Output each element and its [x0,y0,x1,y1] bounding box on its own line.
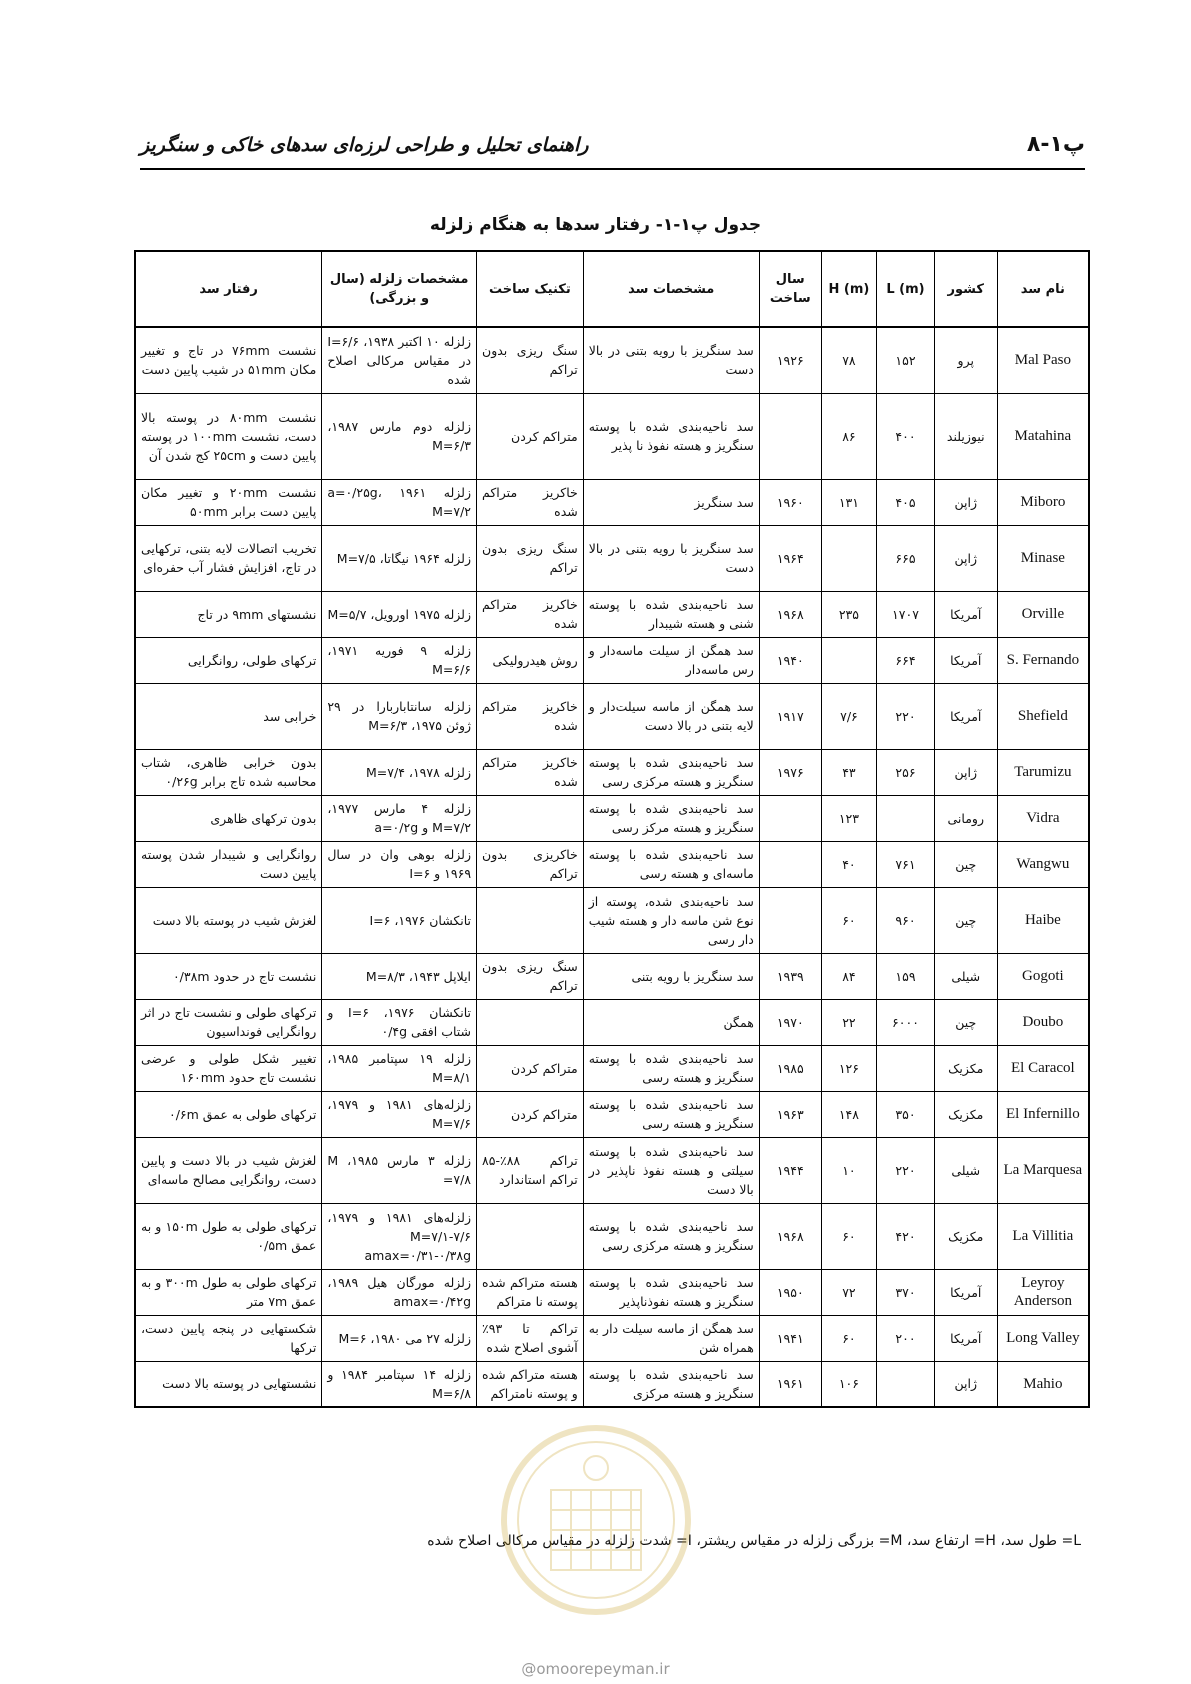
cell-country: چین [934,841,997,887]
col-header-quake: مشخصات زلزله (سال و بزرگی) [322,251,477,327]
cell-country: ژاپن [934,525,997,591]
cell-country: آمریکا [934,1315,997,1361]
table-row [135,637,1089,683]
cell-height: ۱۰ [821,1137,876,1203]
cell-dam-name: La Marquesa [997,1137,1089,1203]
cell-country: چین [934,999,997,1045]
cell-dam-name: Wangwu [997,841,1089,887]
cell-height: ۷/۶ [821,683,876,749]
cell-behavior: تغییر شکل طولی و عرضی نشست تاج حدود ۱۶۰mm [135,1045,322,1091]
table-row [135,393,1089,479]
cell-year: ۱۹۳۹ [759,953,821,999]
cell-height [821,525,876,591]
cell-dam-name: Haibe [997,887,1089,953]
cell-dam-name: Vidra [997,795,1089,841]
cell-technique: سنگ ریزی بدون تراکم [477,327,584,393]
cell-dam-name: Orville [997,591,1089,637]
cell-technique: متراکم کردن [477,1045,584,1091]
cell-length: ۶۶۵ [877,525,935,591]
cell-dam-name: Mal Paso [997,327,1089,393]
table-row [135,953,1089,999]
cell-year [759,887,821,953]
cell-dam-spec: سد سنگریز با رویه بتنی در بالا دست [583,327,759,393]
cell-length: ۳۷۰ [877,1269,935,1315]
cell-country: شیلی [934,953,997,999]
cell-behavior: نشست ۷۶mm در تاج و تغییر مکان ۵۱mm در شیب پایین دست [135,327,322,393]
cell-length [877,795,935,841]
cell-technique: هسته متراکم شده پوسته نا متراکم [477,1269,584,1315]
cell-height: ۶۰ [821,887,876,953]
table-row [135,327,1089,393]
cell-length: ۱۵۹ [877,953,935,999]
cell-country: نیوزیلند [934,393,997,479]
cell-dam-spec: سد ناحیه‌بندی شده با پوسته شنی و هسته شیبدار [583,591,759,637]
cell-dam-spec: سد ناحیه‌بندی شده با پوسته سنگریز و هسته رسی [583,1091,759,1137]
cell-year: ۱۹۸۵ [759,1045,821,1091]
cell-technique [477,795,584,841]
cell-technique: سنگ ریزی بدون تراکم [477,953,584,999]
cell-quake: زلزله بوهی وان در سال ۱۹۶۹ و I=۶ [322,841,477,887]
cell-technique: خاکریز متراکم شده [477,591,584,637]
cell-technique: تراکم تا ۹۳٪ آشوی اصلاح شده [477,1315,584,1361]
cell-quake: زلزله ۱۹۷۸، M=۷/۴ [322,749,477,795]
cell-height: ۱۲۳ [821,795,876,841]
table-row [135,1137,1089,1203]
cell-behavior: لغزش شیب در بالا دست و پایین دست، روانگرایی مصالح ماسه‌ای [135,1137,322,1203]
cell-country: آمریکا [934,637,997,683]
cell-year [759,393,821,479]
cell-year: ۱۹۲۶ [759,327,821,393]
cell-height: ۶۰ [821,1203,876,1269]
cell-technique: خاکریز متراکم شده [477,683,584,749]
watermark-text: @omoorepeyman.ir [521,1660,670,1678]
table-row [135,1269,1089,1315]
cell-technique: هسته متراکم شده و پوسته نامتراکم [477,1361,584,1407]
cell-dam-spec: سد سنگریز [583,479,759,525]
cell-length [877,1361,935,1407]
cell-dam-spec: سد ناحیه‌بندی شده با پوسته سنگریز و هسته رسی [583,1045,759,1091]
cell-length: ۷۶۱ [877,841,935,887]
col-header-length: L (m) [877,251,935,327]
cell-dam-name: La Villitia [997,1203,1089,1269]
cell-technique [477,1203,584,1269]
cell-behavior: شکستهایی در پنجه پایین دست، ترکها [135,1315,322,1361]
table-row [135,999,1089,1045]
cell-behavior: لغزش شیب در پوسته بالا دست [135,887,322,953]
cell-height: ۷۸ [821,327,876,393]
table-footnote: L= طول سد، H= ارتفاع سد، M= بزرگی زلزله در مقیاس ریشتر، I= شدت زلزله در مقیاس مرکالی اصلاح شده [427,1533,1081,1549]
cell-country: پرو [934,327,997,393]
cell-height: ۱۳۱ [821,479,876,525]
cell-dam-name: Gogoti [997,953,1089,999]
cell-dam-spec: سد ناحیه‌بندی شده، پوسته از نوع شن ماسه دار و هسته شیب دار رسی [583,887,759,953]
cell-technique: سنگ ریزی بدون تراکم [477,525,584,591]
cell-technique: تراکم ۸۸٪-۸۵ تراکم استاندارد [477,1137,584,1203]
cell-behavior: ترکهای طولی و نشست تاج در اثر روانگرایی فونداسیون [135,999,322,1045]
cell-length: ۹۶۰ [877,887,935,953]
col-header-technique: تکنیک ساخت [477,251,584,327]
table-row [135,841,1089,887]
cell-height: ۶۰ [821,1315,876,1361]
cell-behavior: نشست تاج در حدود ۰/۳۸m [135,953,322,999]
cell-dam-spec: سد ناحیه‌بندی شده با پوسته سنگریز و هسته نفوذناپذیر [583,1269,759,1315]
cell-length [877,1045,935,1091]
cell-year [759,795,821,841]
cell-country: چین [934,887,997,953]
cell-quake: زلزله ۹ فوریه ۱۹۷۱، M=۶/۶ [322,637,477,683]
cell-quake: زلزله ۲۷ می ۱۹۸۰، M=۶ [322,1315,477,1361]
cell-country: ژاپن [934,749,997,795]
cell-country: مکزیک [934,1203,997,1269]
cell-year: ۱۹۶۸ [759,591,821,637]
cell-technique: خاکریز متراکم شده [477,749,584,795]
cell-year: ۱۹۴۰ [759,637,821,683]
cell-length: ۴۰۵ [877,479,935,525]
cell-dam-spec: سد همگن از ماسه سیلت‌دار و لایه بتنی در بالا دست [583,683,759,749]
cell-dam-spec: سد سنگریز با رویه بتنی [583,953,759,999]
cell-quake: تانکشان ۱۹۷۶، I=۶ و شتاب افقی ۰/۴g [322,999,477,1045]
cell-length: ۲۰۰ [877,1315,935,1361]
cell-behavior: ترکهای طولی به طول ۳۰۰m و به عمق ۷m متر [135,1269,322,1315]
cell-year: ۱۹۶۴ [759,525,821,591]
cell-year: ۱۹۷۶ [759,749,821,795]
cell-quake: زلزله دوم مارس ۱۹۸۷، M=۶/۳ [322,393,477,479]
cell-behavior: خرابی سد [135,683,322,749]
cell-quake: تانکشان ۱۹۷۶، I=۶ [322,887,477,953]
cell-dam-name: Shefield [997,683,1089,749]
cell-country: مکزیک [934,1091,997,1137]
cell-behavior: نشستهای ۹mm در تاج [135,591,322,637]
dam-behavior-table [134,250,1090,1408]
table-row [135,749,1089,795]
table-row [135,525,1089,591]
cell-dam-name: Minase [997,525,1089,591]
cell-height: ۲۳۵ [821,591,876,637]
cell-quake: زلزله ۱۹۷۵ اورویل، M=۵/۷ [322,591,477,637]
cell-dam-spec: سد ناحیه‌بندی شده با پوسته سنگریز و هسته مرکزی [583,1361,759,1407]
col-header-year: سال ساخت [759,251,821,327]
col-header-behavior: رفتار سد [135,251,322,327]
cell-height: ۲۲ [821,999,876,1045]
cell-length: ۱۵۲ [877,327,935,393]
cell-dam-name: Matahina [997,393,1089,479]
cell-technique [477,999,584,1045]
cell-dam-name: Leyroy Anderson [997,1269,1089,1315]
cell-length: ۱۷۰۷ [877,591,935,637]
running-title: راهنمای تحلیل و طراحی لرزه‌ای سدهای خاکی و سنگریز [140,134,589,156]
cell-quake: زلزله ۱۴ سپتامبر ۱۹۸۴ و M=۶/۸ [322,1361,477,1407]
cell-length: ۲۵۶ [877,749,935,795]
cell-technique: خاکریزی بدون تراکم [477,841,584,887]
cell-country: آمریکا [934,591,997,637]
cell-dam-spec: سد ناحیه‌بندی شده با پوسته سنگریز و هسته مرکزی رسی [583,1203,759,1269]
watermark-seal-logo [496,1420,696,1620]
cell-length: ۲۲۰ [877,683,935,749]
cell-year: ۱۹۴۴ [759,1137,821,1203]
cell-quake: زلزله ۳ مارس ۱۹۸۵، M =۷/۸ [322,1137,477,1203]
cell-behavior: نشستهایی در پوسته بالا دست [135,1361,322,1407]
table-row [135,1361,1089,1407]
table-row [135,1203,1089,1269]
cell-quake: زلزله ۱۹۶۴ نیگاتا، M=۷/۵ [322,525,477,591]
cell-dam-name: S. Fernando [997,637,1089,683]
cell-dam-spec: همگن [583,999,759,1045]
cell-year [759,841,821,887]
cell-dam-spec: سد همگن از ماسه سیلت دار به همراه شن [583,1315,759,1361]
cell-dam-name: Long Valley [997,1315,1089,1361]
cell-dam-name: El Caracol [997,1045,1089,1091]
cell-country: ژاپن [934,479,997,525]
cell-year: ۱۹۵۰ [759,1269,821,1315]
cell-quake: زلزله ۱۰ اکتبر ۱۹۳۸، I=۶/۶ در مقیاس مرکالی اصلاح شده [322,327,477,393]
cell-dam-name: Tarumizu [997,749,1089,795]
cell-country: مکزیک [934,1045,997,1091]
cell-height: ۷۲ [821,1269,876,1315]
cell-height: ۸۶ [821,393,876,479]
cell-year: ۱۹۶۱ [759,1361,821,1407]
cell-country: شیلی [934,1137,997,1203]
cell-behavior: نشست ۲۰mm و تغییر مکان پایین دست برابر ۵۰mm [135,479,322,525]
cell-year: ۱۹۶۳ [759,1091,821,1137]
cell-quake: ایلاپل ۱۹۴۳، M=۸/۳ [322,953,477,999]
table-row [135,887,1089,953]
cell-dam-name: El Infernillo [997,1091,1089,1137]
cell-country: ژاپن [934,1361,997,1407]
cell-height: ۸۴ [821,953,876,999]
cell-dam-spec: سد ناحیه‌بندی شده با پوسته سنگریز و هسته نفوذ نا پذیر [583,393,759,479]
cell-behavior: روانگرایی و شیبدار شدن پوسته پایین دست [135,841,322,887]
cell-length: ۲۲۰ [877,1137,935,1203]
table-row [135,795,1089,841]
cell-height: ۱۴۸ [821,1091,876,1137]
cell-quake: زلزله ۱۹۶۱ a=۰/۲۵g، M=۷/۲ [322,479,477,525]
cell-quake: زلزله ۴ مارس ۱۹۷۷، M=۷/۲ و a=۰/۲g [322,795,477,841]
cell-behavior: نشست ۸۰mm در پوسته بالا دست، نشست ۱۰۰mm در پوسته پایین دست و ۲۵cm کج شدن آن [135,393,322,479]
cell-height [821,637,876,683]
cell-quake: زلزله سانتاباربارا در ۲۹ ژوئن ۱۹۷۵، M=۶/۳ [322,683,477,749]
cell-height: ۴۳ [821,749,876,795]
table-title: جدول پ۱-۱- رفتار سدها به هنگام زلزله [429,215,762,235]
cell-height: ۴۰ [821,841,876,887]
page-number: پ۱-۸ [1026,132,1085,157]
cell-dam-name: Mahio [997,1361,1089,1407]
col-header-spec: مشخصات سد [583,251,759,327]
cell-dam-spec: سد ناحیه‌بندی شده با پوسته سیلتی و هسته نفوذ ناپذیر در بالا دست [583,1137,759,1203]
table-row [135,1091,1089,1137]
cell-year: ۱۹۴۱ [759,1315,821,1361]
table-row [135,479,1089,525]
cell-dam-spec: سد ناحیه‌بندی شده با پوسته سنگریز و هسته مرکز رسی [583,795,759,841]
cell-technique [477,887,584,953]
cell-length: ۳۵۰ [877,1091,935,1137]
table-row [135,1315,1089,1361]
cell-quake: زلزله‌های ۱۹۸۱ و ۱۹۷۹، M=۷/۱-۷/۶ amax=۰/۳۱-۰/۳۸g [322,1203,477,1269]
page-header [140,128,1085,170]
cell-year: ۱۹۶۰ [759,479,821,525]
cell-behavior: ترکهای طولی به طول ۱۵۰m و به عمق ۰/۵m [135,1203,322,1269]
cell-year: ۱۹۶۸ [759,1203,821,1269]
cell-length: ۴۰۰ [877,393,935,479]
cell-technique: متراکم کردن [477,1091,584,1137]
cell-dam-spec: سد ناحیه‌بندی شده با پوسته ماسه‌ای و هسته رسی [583,841,759,887]
cell-length: ۴۲۰ [877,1203,935,1269]
cell-country: آمریکا [934,683,997,749]
cell-behavior: بدون خرابی ظاهری، شتاب محاسبه شده تاج برابر ۰/۲۶g [135,749,322,795]
cell-dam-spec: سد سنگریز با رویه بتنی در بالا دست [583,525,759,591]
cell-country: آمریکا [934,1269,997,1315]
col-header-height: H (m) [821,251,876,327]
cell-dam-name: Doubo [997,999,1089,1045]
col-header-country: کشور [934,251,997,327]
table-row [135,683,1089,749]
table-row [135,1045,1089,1091]
cell-dam-name: Miboro [997,479,1089,525]
cell-height: ۱۰۶ [821,1361,876,1407]
cell-quake: زلزله ۱۹ سپتامبر ۱۹۸۵، M=۸/۱ [322,1045,477,1091]
cell-length: ۶۰۰۰ [877,999,935,1045]
cell-length: ۶۶۴ [877,637,935,683]
col-header-name: نام سد [997,251,1089,327]
cell-quake: زلزله مورگان هیل ۱۹۸۹، amax=۰/۴۲g [322,1269,477,1315]
cell-country: رومانی [934,795,997,841]
cell-behavior: تخریب اتصالات لایه بتنی، ترکهایی در تاج، افزایش فشار آب حفره‌ای [135,525,322,591]
cell-behavior: بدون ترکهای ظاهری [135,795,322,841]
cell-year: ۱۹۱۷ [759,683,821,749]
cell-behavior: ترکهای طولی به عمق ۰/۶m [135,1091,322,1137]
cell-dam-spec: سد ناحیه‌بندی شده با پوسته سنگریز و هسته مرکزی رسی [583,749,759,795]
cell-height: ۱۲۶ [821,1045,876,1091]
table-header-row [135,251,1089,327]
cell-behavior: ترکهای طولی، روانگرایی [135,637,322,683]
cell-technique: خاکریز متراکم شده [477,479,584,525]
table-row [135,591,1089,637]
cell-quake: زلزله‌های ۱۹۸۱ و ۱۹۷۹، M=۷/۶ [322,1091,477,1137]
cell-technique: متراکم کردن [477,393,584,479]
cell-dam-spec: سد همگن از سیلت ماسه‌دار و رس ماسه‌دار [583,637,759,683]
cell-technique: روش هیدرولیکی [477,637,584,683]
cell-year: ۱۹۷۰ [759,999,821,1045]
